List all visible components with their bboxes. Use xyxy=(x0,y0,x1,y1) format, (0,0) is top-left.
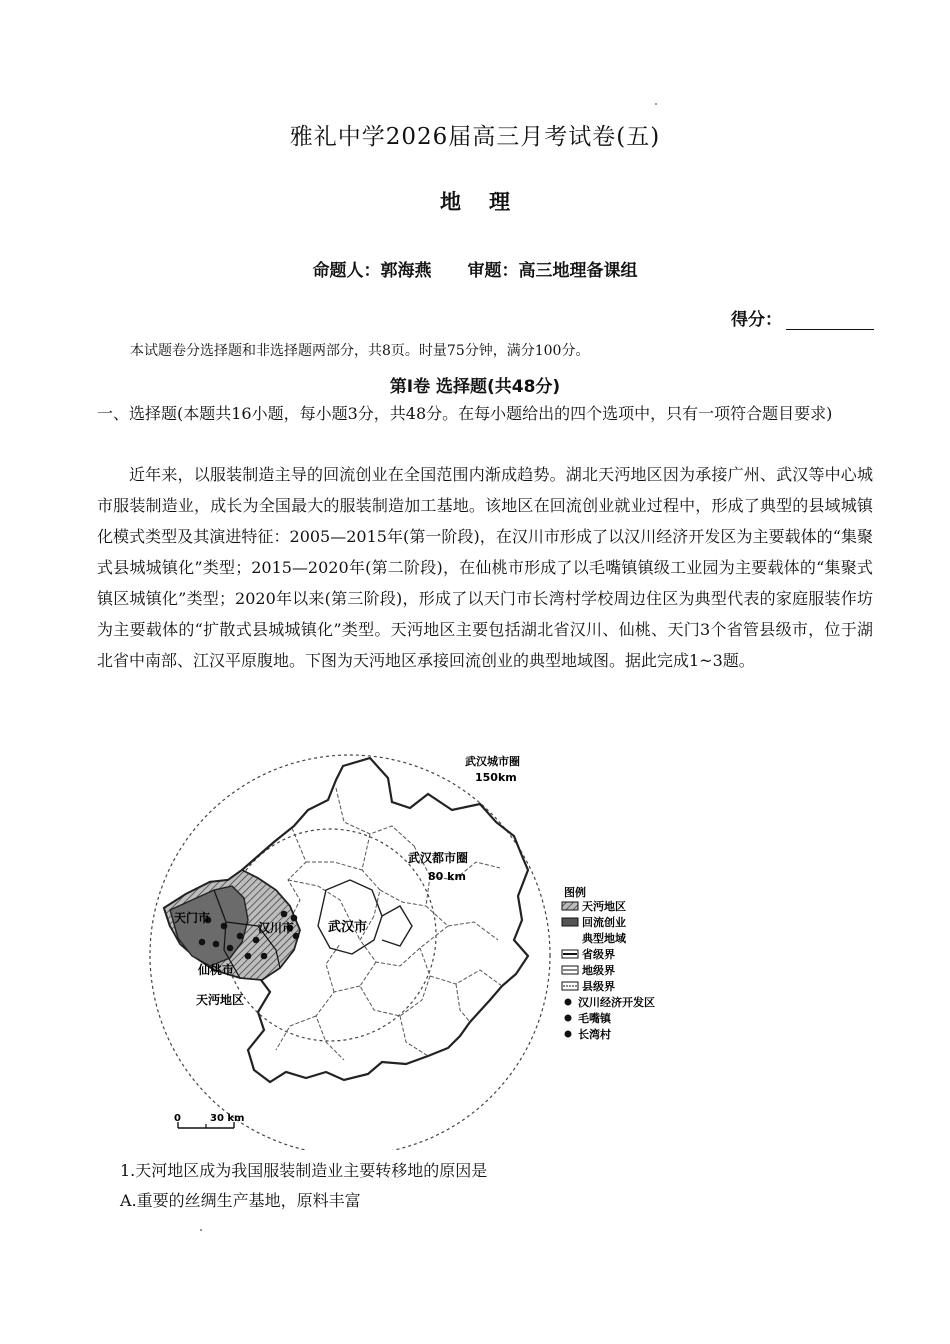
legend-item xyxy=(565,1027,612,1041)
legend-label: 汉川经济开发区 xyxy=(578,996,655,1009)
map-dot xyxy=(261,953,268,960)
prefecture-boundaries xyxy=(318,880,412,954)
label-tianmen: 天门市 xyxy=(174,911,211,925)
legend-dot xyxy=(565,1031,572,1038)
question-1-option-a[interactable]: A.重要的丝绸生产基地，原料丰富 xyxy=(120,1191,361,1210)
author: 命题人：郭海燕 xyxy=(312,261,432,281)
exam-intro: 本试题卷分选择题和非选择题两部分，共8页。时量75分钟，满分100分。 xyxy=(130,343,590,359)
map-dot xyxy=(221,923,228,930)
map-dot xyxy=(245,953,252,960)
map-dot xyxy=(281,911,288,918)
legend-label: 回流创业 xyxy=(582,916,626,929)
map-dot xyxy=(199,939,206,946)
legend-item xyxy=(562,947,615,961)
section-title: 第Ⅰ卷 选择题(共48分) xyxy=(389,377,561,397)
region-map-figure xyxy=(130,730,700,1150)
legend-item xyxy=(565,1011,612,1025)
legend-dot xyxy=(565,999,572,1006)
reviewer: 审题：高三地理备课组 xyxy=(467,261,638,281)
legend-item xyxy=(562,915,626,929)
label-region: 天沔地区 xyxy=(196,993,245,1007)
scale-30km: 30 km xyxy=(210,1113,245,1124)
legend-item xyxy=(565,995,656,1009)
scale-zero: 0 xyxy=(174,1113,181,1124)
map-dot xyxy=(227,945,234,952)
subject-title: 地理 xyxy=(440,189,538,214)
legend-label: 县级界 xyxy=(582,980,615,993)
passage: 近年来，以服装制造主导的回流创业在全国范围内渐成趋势。湖北天沔地区因为承接广州、武汉等中心城市服装制造业，成长为全国最大的服装制造加工基地。该地区在回流创业就业过程中，形成了典型的县域城镇化模式类型及其演进特征：2005—2015年(第一阶段)，在汉川市形成了以汉川经济开发区为主要载体的“集聚式县城城镇化”类型；2015—2020年(第二阶段)，在仙桃市形成了以毛嘴镇镇级工业园为主要载体的“集聚式镇区城镇化”类型；2020年以来(第三阶段)，形成了以天门市长湾村学校周边住区为典型代表的家庭服装作坊为主要载体的“扩散式县城城镇化”类型。天沔地区主要包括湖北省汉川、仙桃、天门3个省管县级市，位于湖北省中南部、江汉平原腹地。下图为天沔地区承接回流创业的典型地域图。据此完成1~3题。 xyxy=(97,465,873,670)
label-outer-circle: 武汉城市圈 xyxy=(465,755,520,768)
legend-label: 毛嘴镇 xyxy=(578,1012,611,1025)
label-inner-radius: 80 km xyxy=(428,870,466,883)
legend-item xyxy=(562,979,615,993)
label-outer-radius: 150km xyxy=(475,771,517,784)
legend-label: 地级界 xyxy=(582,964,615,977)
map-legend xyxy=(562,885,655,1041)
scale-bar xyxy=(174,1113,244,1128)
section-instructions: 一、选择题(本题共16小题，每小题3分，共48分。在每小题给出的四个选项中，只有一项符合题目要求) xyxy=(97,404,833,423)
legend-label: 省级界 xyxy=(582,948,615,961)
label-hanchuan: 汉川市 xyxy=(258,921,295,935)
scan-speck xyxy=(200,1229,202,1231)
score-label: 得分： xyxy=(731,310,782,330)
score-blank[interactable] xyxy=(786,311,874,330)
legend-item xyxy=(562,899,626,913)
legend-label: 典型地域 xyxy=(582,932,626,945)
exam-title: 雅礼中学2026届高三月考试卷(五) xyxy=(289,124,661,150)
map-dot xyxy=(213,941,220,948)
map-dot xyxy=(237,933,244,940)
map-dot xyxy=(253,937,260,944)
legend-dot xyxy=(565,1015,572,1022)
legend-label: 长湾村 xyxy=(578,1028,611,1041)
score-field xyxy=(731,305,874,330)
legend-label: 天沔地区 xyxy=(582,900,626,913)
legend-item xyxy=(582,931,627,945)
legend-swatch xyxy=(562,902,578,910)
author-line xyxy=(0,256,950,281)
county-boundaries xyxy=(276,788,502,1060)
label-wuhan: 武汉市 xyxy=(328,920,368,935)
legend-title: 图例 xyxy=(564,886,586,899)
legend-swatch xyxy=(562,918,578,926)
label-inner-circle: 武汉都市圈 xyxy=(408,851,469,865)
legend-item xyxy=(562,963,615,977)
label-xiantao: 仙桃市 xyxy=(198,963,235,977)
scan-speck xyxy=(655,103,657,105)
question-1-stem: 1.天河地区成为我国服装制造业主要转移地的原因是 xyxy=(120,1161,488,1180)
